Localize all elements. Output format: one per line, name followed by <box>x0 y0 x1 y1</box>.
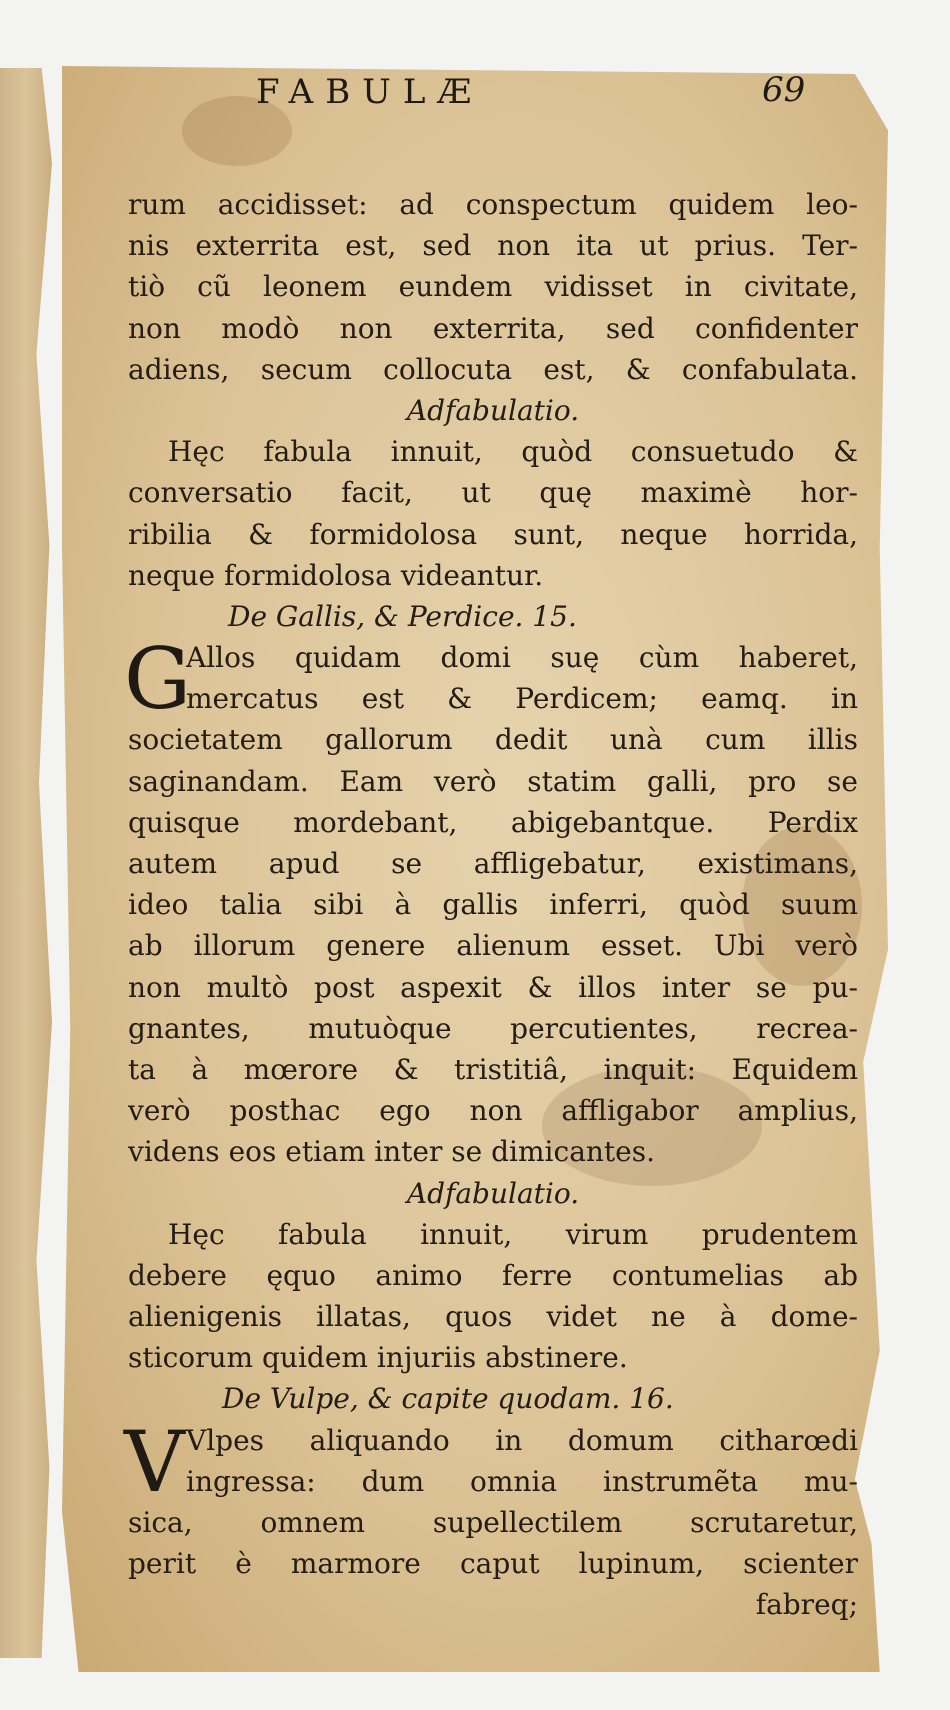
text-line: sticorum quidem injuriis abstinere. <box>128 1341 628 1375</box>
text-line: Allos quidam domi suę cùm haberet, <box>186 641 858 675</box>
text-line: gnantes, mutuòque percutientes, recrea- <box>128 1011 858 1045</box>
text-line: ta à mœrore & tristitiâ, inquit: Equidem <box>128 1052 858 1086</box>
text-line: mercatus est & Perdicem; eamq. in <box>186 682 858 716</box>
text-line: nis exterrita est, sed non ita ut prius. Ter- <box>128 229 858 263</box>
text-line: ideo talia sibi à gallis inferri, quòd suum <box>128 888 858 922</box>
text-line: adiens, secum collocuta est, & confabulata. <box>128 352 858 386</box>
text-line: perit è marmore caput lupinum, scienter <box>128 1547 858 1581</box>
drop-cap: G <box>124 630 192 729</box>
text-line: Vlpes aliquando in domum citharœdi <box>186 1423 858 1457</box>
text-line: alienigenis illatas, quos videt ne à dome- <box>128 1300 858 1334</box>
text-line: conversatio facit, ut quę maximè hor- <box>128 476 858 510</box>
page-number: 69 <box>762 70 806 110</box>
moral-heading: Adfabulatio. <box>406 1176 580 1210</box>
text-line: ingressa: dum omnia instrumẽta mu- <box>186 1464 858 1498</box>
text-line: saginandam. Eam verò statim galli, pro se <box>128 764 858 798</box>
text-line: autem apud se affligebatur, existimans, <box>128 847 858 880</box>
fable-paragraph <box>124 1412 858 1626</box>
text-line: ab illorum genere alienum esset. Ubi verò <box>128 929 858 963</box>
text-line: societatem gallorum dedit unà cum illis <box>128 723 858 757</box>
opening-paragraph <box>128 184 858 390</box>
text-line: neque formidolosa videantur. <box>128 558 544 592</box>
fable-title: De Gallis, & Perdice. 15. <box>228 599 577 633</box>
text-line: Hęc fabula innuit, virum prudentem <box>168 1217 858 1251</box>
moral-heading: Adfabulatio. <box>406 393 580 427</box>
moral-paragraph <box>128 431 858 596</box>
moral-paragraph <box>128 1214 858 1379</box>
text-line: non modò non exterrita, sed confidenter <box>128 311 858 345</box>
running-head: FABULÆ <box>256 72 484 112</box>
text-line: quisque mordebant, abigebantque. Perdix <box>128 805 858 839</box>
previous-page-edge <box>0 68 52 1658</box>
text-line: Hęc fabula innuit, quòd consuetudo & <box>168 435 858 469</box>
text-line: videns eos etiam inter se dimicantes. <box>128 1135 656 1169</box>
text-line: verò posthac ego non affligabor amplius, <box>128 1094 858 1128</box>
text-line: rum accidisset: ad conspectum quidem leo- <box>128 188 858 221</box>
fable-paragraph <box>124 630 858 1172</box>
page-text <box>124 184 858 1626</box>
text-line: non multò post aspexit & illos inter se pu- <box>128 970 858 1004</box>
drop-cap: V <box>124 1412 185 1511</box>
text-line: debere ęquo animo ferre contumelias ab <box>128 1258 858 1292</box>
text-line: tiò cũ leonem eundem vidisset in civitate, <box>128 270 858 304</box>
text-line: ribilia & formidolosa sunt, neque horrida, <box>128 517 858 551</box>
catchword: fabreq; <box>755 1588 858 1622</box>
fable-title: De Vulpe, & capite quodam. 16. <box>222 1382 674 1416</box>
text-line: sica, omnem supellectilem scrutaretur, <box>128 1506 858 1539</box>
